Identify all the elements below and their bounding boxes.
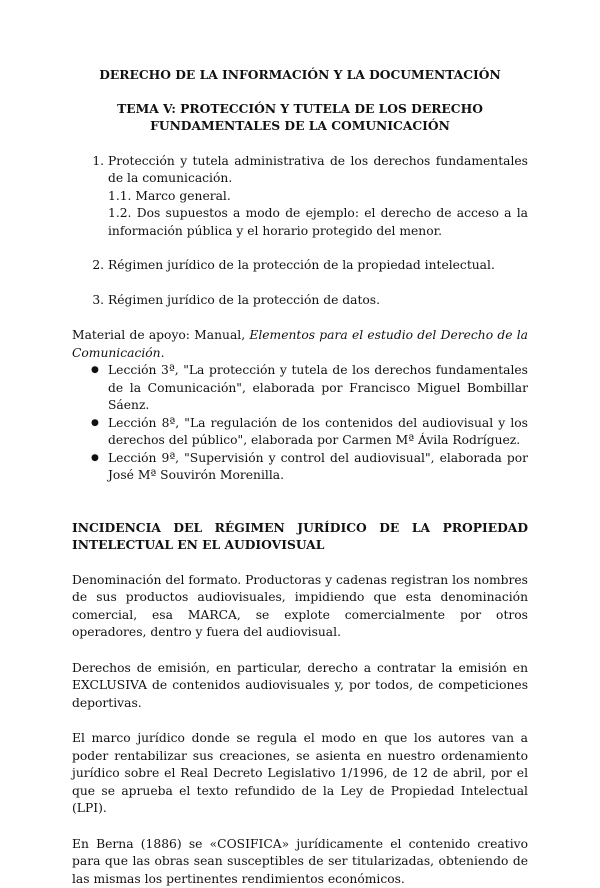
support-book-title: Elementos para el estudio del Derecho de la Comunicación	[72, 328, 528, 360]
outline-subitem-1-1: 1.1. Marco general.	[108, 188, 528, 206]
document-title: DERECHO DE LA INFORMACIÓN Y LA DOCUMENTACIÓN	[72, 66, 528, 84]
paragraph-marco-juridico: El marco jurídico donde se regula el modo en que los autores van a poder rentabilizar sus creaciones, se asienta en nuestro ordenamiento jurídico sobre el Real Decreto Legislativo 1/1996, de 12 de abril, por el que se aprueba el texto refundido de la Ley de Propiedad Intelectual (LPI).	[72, 730, 528, 818]
document-subtitle: TEMA V: PROTECCIÓN Y TUTELA DE LOS DERECHO FUNDAMENTALES DE LA COMUNICACIÓN	[72, 100, 528, 134]
reference-list	[72, 362, 528, 485]
reference-item: ● Lección 3ª, "La protección y tutela de los derechos fundamentales de la Comunicación", elaborada por Francisco Miguel Bombillar Sáenz.	[108, 362, 528, 415]
section-heading: INCIDENCIA DEL RÉGIMEN JURÍDICO DE LA PROPIEDAD INTELECTUAL EN EL AUDIOVISUAL	[72, 519, 528, 554]
support-material	[72, 327, 528, 362]
outline-item-2: 2. Régimen jurídico de la protección de la propiedad intelectual.	[108, 257, 528, 275]
outline-item-1	[108, 153, 528, 241]
support-prefix: Material de apoyo: Manual,	[72, 328, 249, 342]
reference-item: ● Lección 8ª, "La regulación de los contenidos del audiovisual y los derechos del público", elaborada por Carmen Mª Ávila Rodríguez.	[108, 415, 528, 450]
reference-item: ● Lección 9ª, "Supervisión y control del audiovisual", elaborada por José Mª Souvirón Morenilla.	[108, 450, 528, 485]
outline-item-3: 3. Régimen jurídico de la protección de datos.	[108, 292, 528, 310]
paragraph-emision: Derechos de emisión, en particular, derecho a contratar la emisión en EXCLUSIVA de contenidos audiovisuales y, por todos, de competiciones deportivas.	[72, 660, 528, 713]
support-suffix: .	[161, 346, 165, 360]
paragraph-formato: Denominación del formato. Productoras y cadenas registran los nombres de sus productos audiovisuales, impidiendo que esta denominación comercial, esa MARCA, se explote comercialmente por otros operadores, dentro y fuera del audiovisual.	[72, 572, 528, 642]
topic-outline	[72, 153, 528, 310]
outline-item-1-text: Protección y tutela administrativa de los derechos fundamentales de la comunicación.	[108, 154, 528, 186]
outline-subitem-1-2: 1.2. Dos supuestos a modo de ejemplo: el derecho de acceso a la información pública y el horario protegido del menor.	[108, 205, 528, 240]
paragraph-berna: En Berna (1886) se «COSIFICA» jurídicamente el contenido creativo para que las obras sean susceptibles de ser titularizadas, obteniendo de las mismas los pertinentes rendimientos económicos.	[72, 836, 528, 888]
